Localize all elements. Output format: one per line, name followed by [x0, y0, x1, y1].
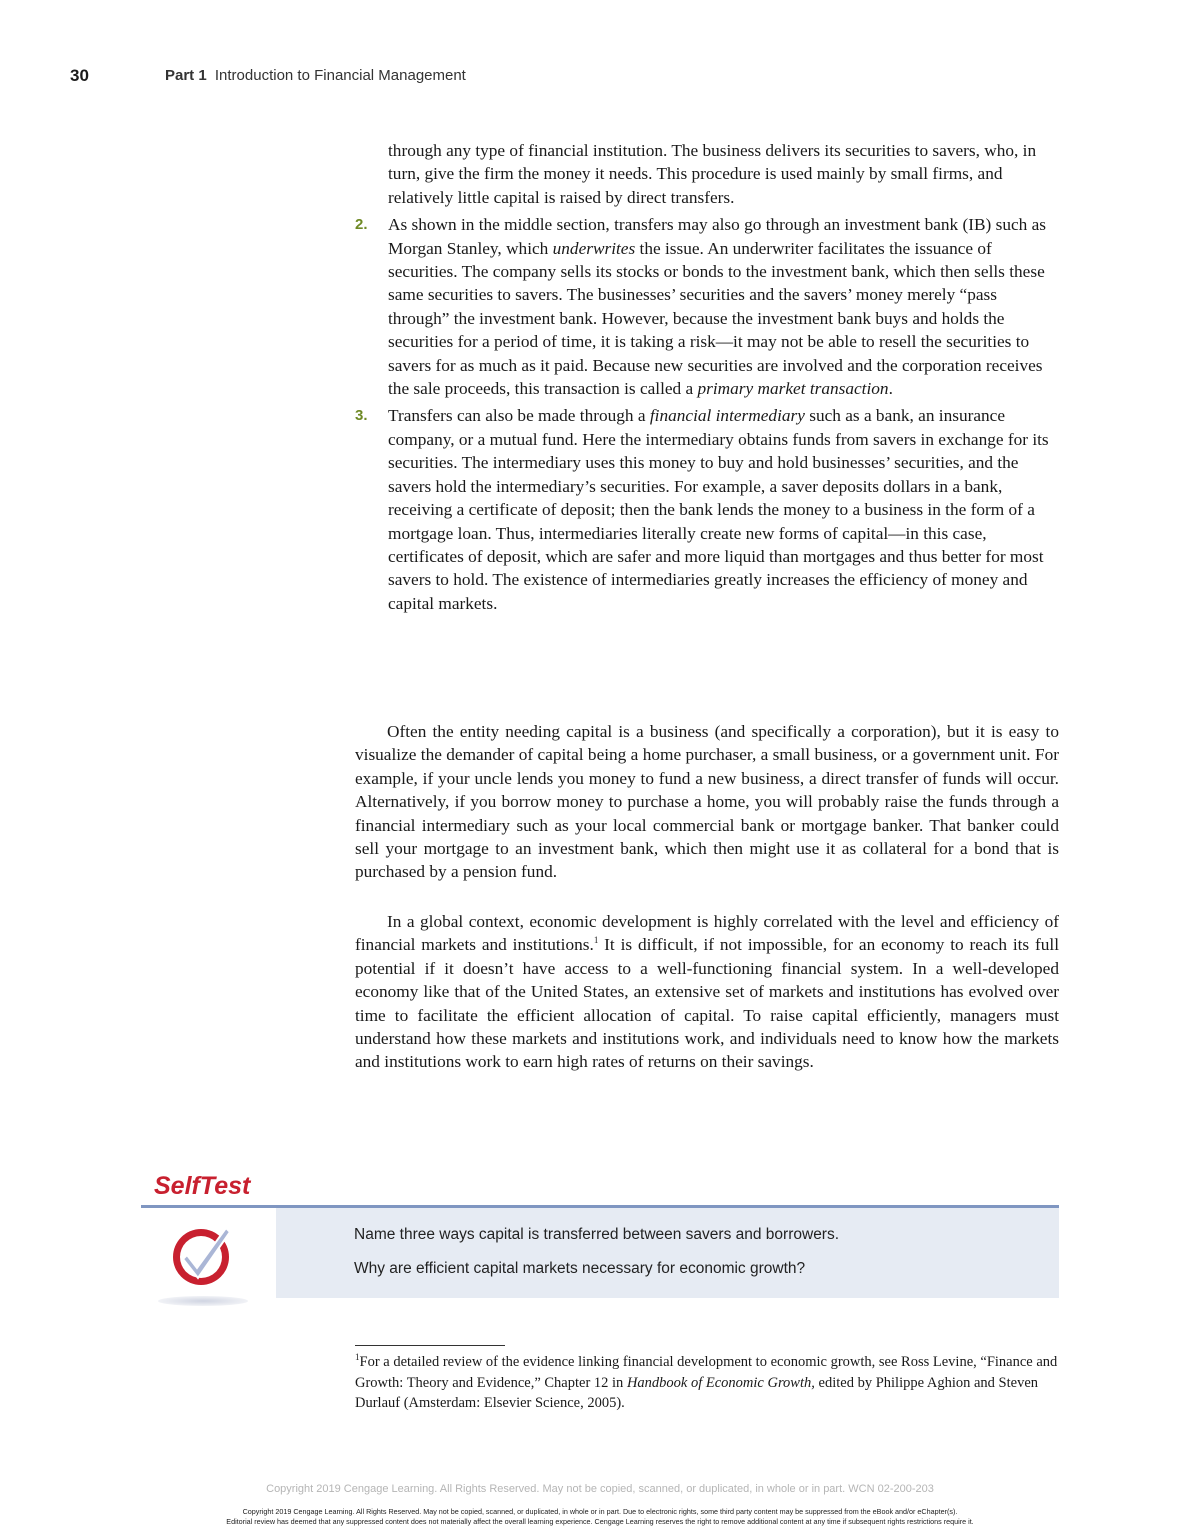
list-item — [355, 213, 1059, 400]
page-header — [0, 66, 1200, 92]
list-item — [355, 139, 1059, 209]
list-item-text: through any type of financial institution. The business delivers its securities to savers, who, in turn, give the firm the money it needs. This procedure is used mainly by small firms, and relatively little capital is raised by direct transfers. — [388, 141, 1037, 207]
footnote — [355, 1352, 1059, 1414]
footnote-text: For a detailed review of the evidence linking financial development to economic growth, see Ross Levine, “Finance and Growth: Theory and Evidence,” Chapter 12 in — [355, 1354, 1058, 1391]
copyright-notice — [0, 1507, 1200, 1527]
list-item-text: Transfers can also be made through a — [388, 406, 650, 426]
selftest-question: Why are efficient capital markets necessary for economic growth? — [354, 1260, 806, 1277]
list-item-text: . — [888, 379, 893, 399]
selftest-question: Name three ways capital is transferred between savers and borrowers. — [354, 1226, 840, 1243]
copyright-line: Copyright 2019 Cengage Learning. All Rights Reserved. May not be copied, scanned, or duplicated, in whole or in part. Due to electronic rights, some third party content may be suppressed from the eBook and/or eChapter(s). — [242, 1507, 958, 1516]
term-underwrites: underwrites — [552, 238, 636, 258]
list-number: 2. — [355, 216, 368, 234]
list-item — [355, 404, 1059, 615]
list-item-text: the issue. An underwriter facilitates the issuance of securities. The company sells its stocks or bonds to the investment bank, which then sells these same securities to savers. The businesses’ securities and the savers’ money merely “pass through” the investment bank. However, because the investment bank buys and holds the securities for a period of time, it is taking a risk—it may not be able to resell the securities to savers for as much as it paid. Because new securities are involved and the corporation receives the sale proceeds, this transaction is called a — [388, 238, 1045, 399]
numbered-list — [355, 139, 1059, 615]
paragraph-text: It is difficult, if not impossible, for an economy to reach its full potential if it doesn’t have access to a well-functioning financial system. In a well-developed economy like that of the United States, an extensive set of markets and institutions has evolved over time to facilitate the efficient allocation of capital. To raise capital efficiently, managers must understand how these markets and institutions work, and individuals need to know how the markets and institutions work to earn high rates of returns on their savings. — [355, 935, 1059, 1072]
part-title: Introduction to Financial Management — [214, 67, 466, 84]
part-label: Part 1 — [165, 67, 207, 84]
body-paragraph — [355, 910, 1059, 1074]
selftest-title — [154, 1172, 250, 1201]
footnote-book-title: Handbook of Economic Growth, — [626, 1374, 815, 1391]
body-paragraph: Often the entity needing capital is a business (and specifically a corporation), but it is easy to visualize the demander of capital being a home purchaser, a small business, or a government unit. For example, if your uncle lends you money to fund a new business, a direct transfer of funds will occur. Alternatively, if you borrow money to purchase a home, you will probably raise the funds through a financial intermediary such as your local commercial bank or mortgage banker. That banker could sell your mortgage to an investment bank, which then might use it as collateral for a bond that is purchased by a pension fund. — [355, 722, 1059, 882]
selftest-box — [276, 1208, 1059, 1298]
footnote-rule — [355, 1345, 505, 1346]
copyright-watermark: Copyright 2019 Cengage Learning. All Rights Reserved. May not be copied, scanned, or duplicated, in whole or in part. WCN 02-200-203 — [266, 1483, 934, 1495]
footnote-ref[interactable]: 1 — [593, 935, 599, 946]
list-item-text: As shown in the middle section, transfers may also go through an investment bank (IB) such as Morgan Stanley, which — [388, 215, 1047, 258]
list-number: 3. — [355, 407, 368, 425]
selftest-title-test: Test — [199, 1172, 251, 1200]
page-number: 30 — [70, 66, 89, 85]
running-head — [165, 67, 466, 84]
footnote-text: edited by Philippe Aghion and Steven Durlauf (Amsterdam: Elsevier Science, 2005). — [355, 1374, 1039, 1411]
checkmark-shadow — [158, 1296, 248, 1306]
paragraph-text: In a global context, economic development is highly correlated with the level and efficiency of financial markets and institutions. — [355, 912, 1059, 955]
term-primary-market: primary market transaction — [697, 379, 889, 399]
checkmark-icon — [170, 1222, 236, 1288]
footnote-number: 1 — [355, 1352, 360, 1363]
copyright-line: Editorial review has deemed that any suppressed content does not materially affect the overall learning experience. Cengage Learning reserves the right to remove additional content at any time if subsequent rights restrictions require it. — [226, 1517, 974, 1526]
term-financial-intermediary: financial intermediary — [649, 406, 805, 426]
list-item-text: such as a bank, an insurance company, or a mutual fund. Here the intermediary obtains funds from savers in exchange for its securities. The intermediary uses this money to buy and hold businesses’ securities, and the savers hold the intermediary’s securities. For example, a saver deposits dollars in a bank, receiving a certificate of deposit; then the bank lends the money to a business in the form of a mortgage loan. Thus, intermediaries literally create new forms of capital—in this case, certificates of deposit, which are safer and more liquid than mortgages and thus better for most savers to hold. The existence of intermediaries greatly increases the efficiency of money and capital markets. — [388, 406, 1049, 613]
selftest-title-self: Self — [154, 1172, 200, 1200]
